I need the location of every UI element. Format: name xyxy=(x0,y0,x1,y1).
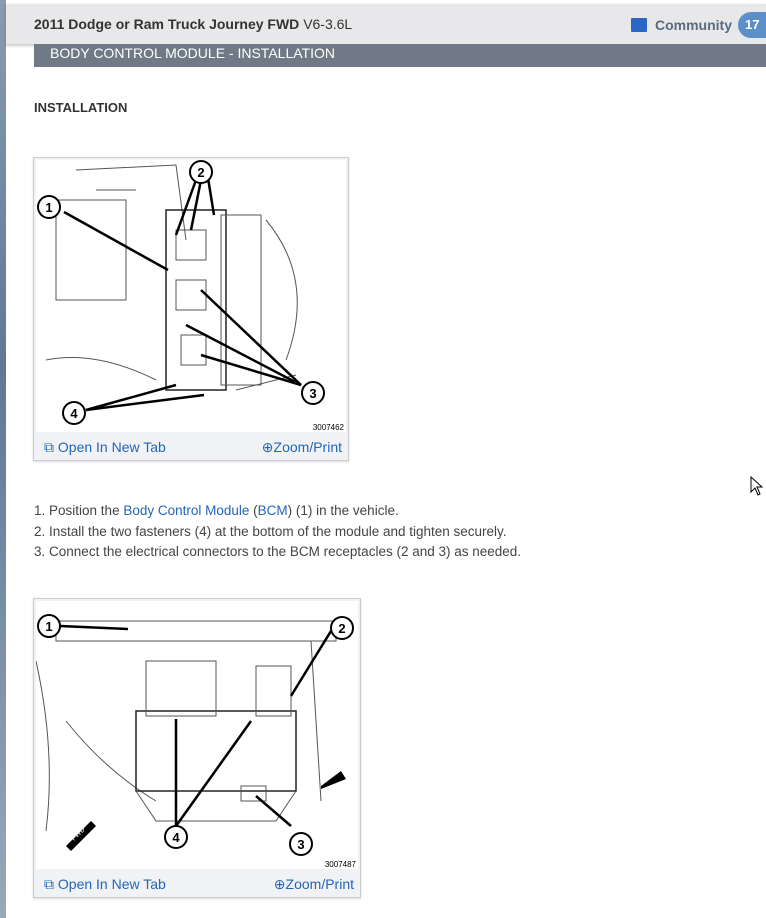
community-count-badge: 17 xyxy=(738,12,766,38)
bcm-link[interactable]: BCM xyxy=(257,503,288,518)
zoom-print-link[interactable]: ⊕Zoom/Print xyxy=(261,439,342,455)
vehicle-title: 2011 Dodge or Ram Truck Journey FWD V6-3.6L xyxy=(34,16,353,32)
page-title: BODY CONTROL MODULE - INSTALLATION xyxy=(34,44,766,67)
figure-1 xyxy=(33,157,349,461)
top-bar xyxy=(6,4,766,45)
instruction-list xyxy=(34,501,521,563)
fwd-arrow-label: FWD xyxy=(70,826,87,843)
open-in-new-tab-link[interactable]: ⧉ Open In New Tab xyxy=(44,876,166,892)
zoom-in-icon: ⊕ xyxy=(273,876,286,892)
body-control-module-link[interactable]: Body Control Module xyxy=(123,503,250,518)
open-in-new-tab-link[interactable]: ⧉ Open In New Tab xyxy=(44,439,166,455)
callout-1: 1 xyxy=(45,200,53,215)
open-tab-icon: ⧉ xyxy=(44,439,54,455)
callout-3: 3 xyxy=(309,386,317,401)
open-tab-icon: ⧉ xyxy=(44,876,54,892)
window-edge xyxy=(0,0,6,918)
mouse-cursor-icon xyxy=(750,476,764,496)
bcm-diagram-2[interactable] xyxy=(36,601,358,869)
community-button[interactable]: Community 17 xyxy=(631,12,766,38)
step-3: 3. Connect the electrical connectors to the BCM receptacles (2 and 3) as needed. xyxy=(34,544,522,559)
callout-1: 1 xyxy=(45,619,53,634)
engine-label: V6-3.6L xyxy=(303,16,353,32)
section-heading: INSTALLATION xyxy=(34,100,128,115)
callout-4: 4 xyxy=(70,406,78,421)
callout-4: 4 xyxy=(172,830,180,845)
figure-id: 3007487 xyxy=(324,860,356,869)
callout-3: 3 xyxy=(297,837,305,852)
bcm-diagram-1[interactable] xyxy=(36,160,346,432)
chat-icon xyxy=(631,18,647,32)
callout-2: 2 xyxy=(197,165,205,180)
figure-id: 3007462 xyxy=(312,423,344,432)
zoom-in-icon: ⊕ xyxy=(261,439,274,455)
zoom-print-link[interactable]: ⊕Zoom/Print xyxy=(273,876,354,892)
step-2: 2. Install the two fasteners (4) at the bottom of the module and tighten securely. xyxy=(34,523,507,539)
callout-2: 2 xyxy=(338,621,346,636)
figure-2 xyxy=(33,598,361,898)
step-1: 1. Position the Body Control Module (BCM) (1) in the vehicle. xyxy=(34,503,399,518)
